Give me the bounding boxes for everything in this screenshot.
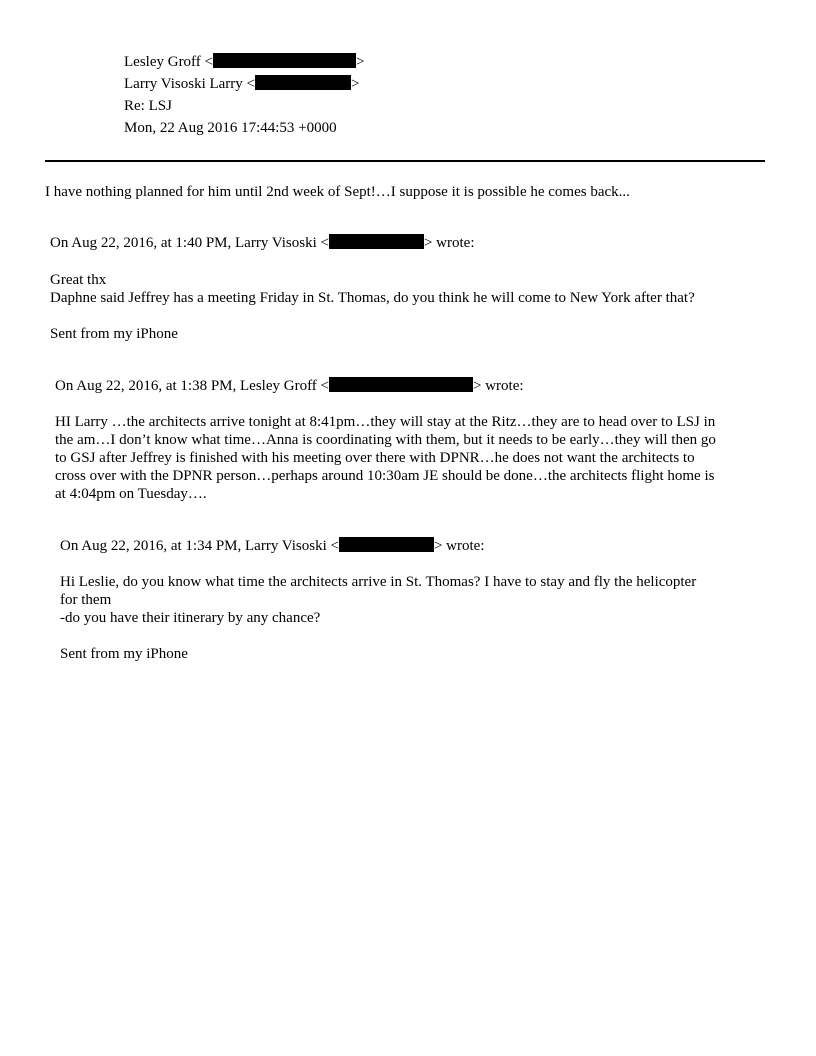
to-name: Larry Visoski Larry — [124, 76, 243, 92]
bracket: < — [246, 76, 256, 92]
quote3-attribution — [60, 537, 484, 555]
quote2-line: HI Larry …the architects arrive tonight at 8:41pm…they will stay at the Ritz…they are to head over to LSJ in — [55, 414, 716, 430]
quote1-attribution — [50, 234, 474, 252]
quote1-signature: Sent from my iPhone — [50, 326, 178, 342]
attribution-text: On Aug 22, 2016, at 1:38 PM, Lesley Groff < — [55, 378, 329, 394]
to-value — [124, 74, 359, 94]
attribution-suffix: > wrote: — [423, 235, 475, 251]
date-value: Mon, 22 Aug 2016 17:44:53 +0000 — [124, 120, 337, 136]
bracket: < — [204, 54, 213, 70]
bracket: > — [351, 76, 360, 92]
quote3-signature: Sent from my iPhone — [60, 646, 188, 662]
attribution-text: On Aug 22, 2016, at 1:34 PM, Larry Visoski < — [60, 538, 339, 554]
bracket: > — [356, 54, 365, 70]
redacted-email — [255, 75, 351, 90]
redacted-email — [339, 537, 434, 552]
from-value — [124, 52, 364, 72]
attribution-text: On Aug 22, 2016, at 1:40 PM, Larry Visoski < — [50, 235, 329, 251]
quote1-line: Great thx — [50, 272, 107, 288]
quote3-line: Hi Leslie, do you know what time the architects arrive in St. Thomas? I have to stay and fly the helicopter — [60, 574, 697, 590]
from-name: Lesley Groff — [124, 54, 201, 70]
subject-value: Re: LSJ — [124, 98, 172, 114]
quote3-line: for them — [60, 592, 112, 608]
redacted-email — [329, 377, 473, 392]
quote2-line: to GSJ after Jeffrey is finished with his meeting over there with DPNR…he does not want the architects to — [55, 450, 695, 466]
header-divider — [45, 160, 765, 162]
quote2-line: the am…I don’t know what time…Anna is coordinating with them, but it needs to be early…they will then go — [55, 432, 716, 448]
redacted-email — [213, 53, 356, 68]
attribution-suffix: > wrote: — [433, 538, 485, 554]
quote3-line: -do you have their itinerary by any chance? — [60, 610, 321, 626]
quote2-line: at 4:04pm on Tuesday…. — [55, 486, 207, 502]
attribution-suffix: > wrote: — [473, 378, 524, 394]
quote2-line: cross over with the DPNR person…perhaps around 10:30am JE should be done…the architects flight home is — [55, 468, 715, 484]
quote2-attribution — [55, 377, 524, 395]
redacted-email — [329, 234, 424, 249]
quote1-line: Daphne said Jeffrey has a meeting Friday in St. Thomas, do you think he will come to New York after that? — [50, 290, 695, 306]
reply-body: I have nothing planned for him until 2nd week of Sept!…I suppose it is possible he comes back... — [45, 184, 630, 200]
